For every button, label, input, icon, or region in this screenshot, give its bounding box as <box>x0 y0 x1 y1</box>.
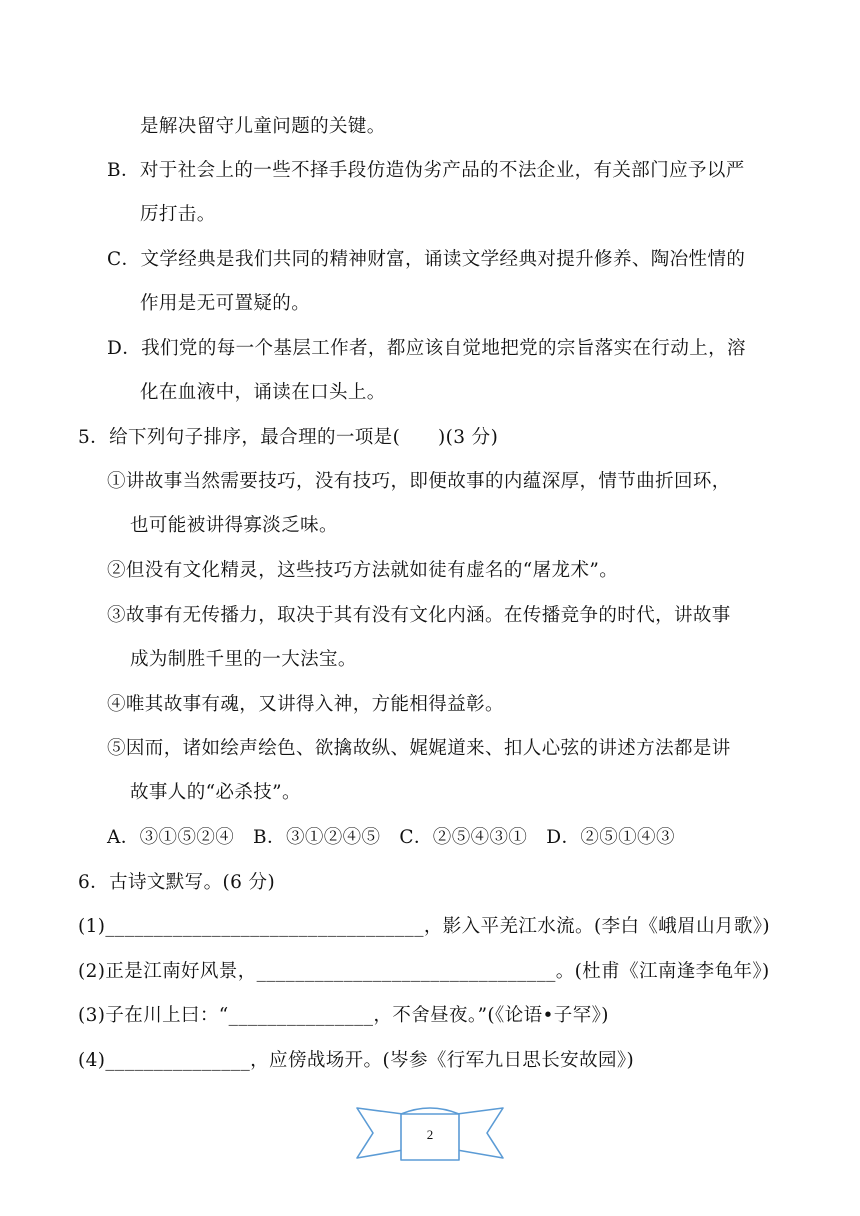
page-number: 2 <box>426 1127 434 1142</box>
sentence-5-line-2: 故事人的“必杀技”。 <box>130 782 301 803</box>
poem-blank-3: (3)子在川上曰：“_______________，不舍昼夜。”(《论语•子罕》) <box>78 1005 609 1026</box>
option-d-line-2: 化在血液中，诵读在口头上。 <box>140 382 386 403</box>
option-a-continuation: 是解决留守儿童问题的关键。 <box>140 116 386 137</box>
poem-blank-2: (2)正是江南好风景，_______________________________。(杜甫《江南逢李龟年》) <box>78 961 770 982</box>
sentence-3-line-1: ③故事有无传播力，取决于其有没有文化内涵。在传播竞争的时代，讲故事 <box>107 605 731 626</box>
poem-blank-1: (1)_________________________________，影入平羌江水流。(李白《峨眉山月歌》) <box>78 916 771 937</box>
sentence-3-line-2: 成为制胜千里的一大法宝。 <box>130 649 357 670</box>
poem-blank-4: (4)_______________，应傍战场开。(岑参《行军九日思长安故园》) <box>78 1050 635 1071</box>
sentence-1-line-2: 也可能被讲得寡淡乏味。 <box>130 515 338 536</box>
sentence-1-line-1: ①讲故事当然需要技巧，没有技巧，即便故事的内蕴深厚，情节曲折回环， <box>107 471 731 492</box>
sentence-4: ④唯其故事有魂，又讲得入神，方能相得益彰。 <box>107 694 504 715</box>
sentence-5-line-1: ⑤因而，诸如绘声绘色、欲擒故纵、娓娓道来、扣人心弦的讲述方法都是讲 <box>107 738 731 759</box>
option-b-line-1: B．对于社会上的一些不择手段仿造伪劣产品的不法企业，有关部门应予以严 <box>107 160 745 181</box>
option-b-line-2: 厉打击。 <box>140 204 216 225</box>
option-c-line-1: C．文学经典是我们共同的精神财富，诵读文学经典对提升修养、陶冶性情的 <box>107 249 746 270</box>
option-d-line-1: D．我们党的每一个基层工作者，都应该自觉地把党的宗旨落实在行动上，溶 <box>107 338 746 359</box>
sentence-2: ②但没有文化精灵，这些技巧方法就如徒有虚名的“屠龙术”。 <box>107 560 619 581</box>
question-5-options: A．③①⑤②④ B．③①②④⑤ C．②⑤④③① D．②⑤①④③ <box>107 827 675 848</box>
question-6-stem: 6．古诗文默写。(6 分) <box>78 872 276 893</box>
option-c-line-2: 作用是无可置疑的。 <box>140 293 311 314</box>
question-5-stem: 5．给下列句子排序，最合理的一项是( )(3 分) <box>78 427 499 448</box>
